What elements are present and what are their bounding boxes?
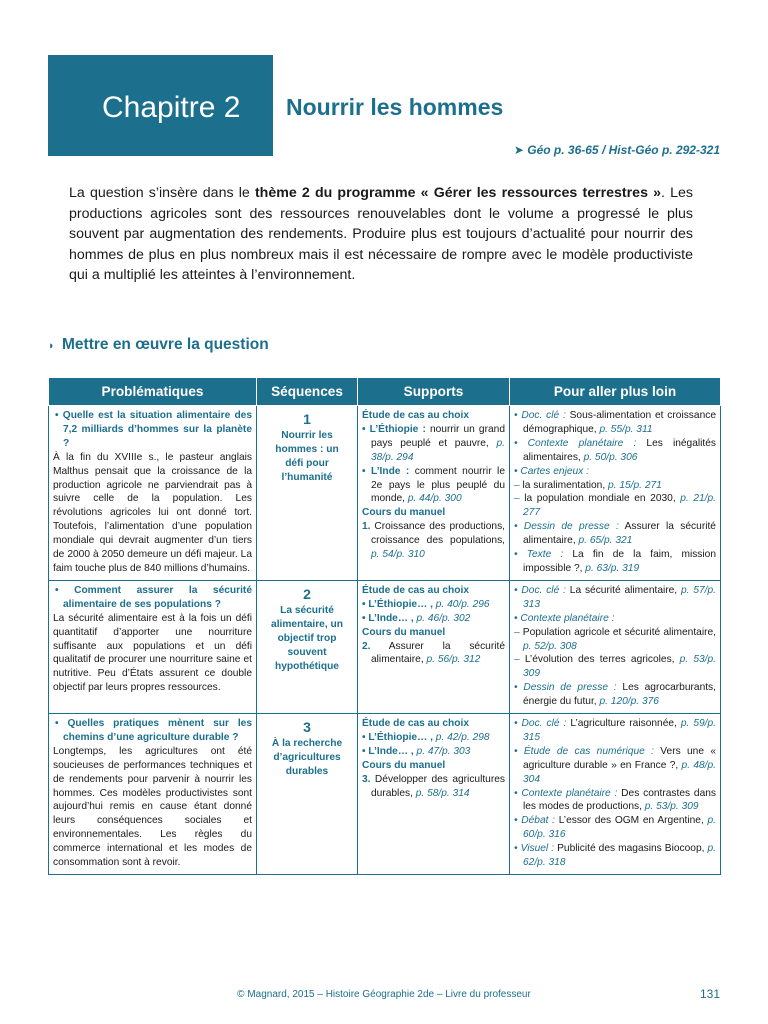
further-item bbox=[514, 548, 716, 576]
sequence-number: 1 bbox=[303, 411, 311, 427]
support-item-lead: 1. bbox=[362, 521, 371, 533]
support-item-lead: • L’Éthiopie… , bbox=[362, 731, 433, 743]
support-item-lead: 2. bbox=[362, 640, 371, 652]
further-item-lead: • Débat : bbox=[514, 815, 555, 827]
table-row bbox=[49, 580, 721, 713]
textbook-page-references: ➤ Géo p. 36-65 / Hist-Géo p. 292-321 bbox=[513, 143, 720, 157]
further-item bbox=[514, 584, 716, 612]
header-supports: Supports bbox=[358, 378, 510, 406]
sequence-number: 2 bbox=[303, 585, 311, 602]
header-problematiques: Problématiques bbox=[49, 378, 257, 406]
question-title: • Quelle est la situation alimentaire des 7,2 milliards d’hommes sur la planète ? bbox=[55, 410, 252, 449]
support-item-lead: • L’Éthiopie : bbox=[362, 423, 426, 435]
support-item-text: Développer des agricultures durables, bbox=[370, 773, 505, 799]
further-item-lead: • Doc. clé : bbox=[514, 718, 567, 730]
intro-program-theme: thème 2 du programme « Gérer les ressources terrestres » bbox=[254, 185, 662, 201]
further-item bbox=[514, 437, 716, 465]
support-item bbox=[362, 465, 505, 507]
further-item-lead: • Doc. clé : bbox=[514, 584, 566, 596]
supports-cell bbox=[358, 580, 510, 713]
support-item-pages: p. 54/p. 310 bbox=[371, 549, 425, 561]
section-bullet-icon: ◗ bbox=[48, 340, 55, 352]
sequence-label: La sécurité alimentaire, un objectif trop souvent hypothétique bbox=[271, 604, 343, 672]
header-sequences: Séquences bbox=[257, 378, 358, 406]
further-item-text: La fin de la faim, mission impossible ?, bbox=[523, 549, 716, 574]
chapter-label: Chapitre 2 bbox=[102, 91, 241, 124]
further-item-lead: • Texte : bbox=[514, 549, 564, 561]
support-item-text: Assurer la sécurité alimentaire, bbox=[370, 640, 505, 666]
further-item bbox=[514, 612, 716, 626]
further-item-lead: • Contexte planétaire : bbox=[514, 437, 637, 449]
support-item bbox=[362, 423, 505, 465]
further-item-pages: p. 53/p. 309 bbox=[523, 654, 716, 680]
sequence-number: 3 bbox=[303, 719, 311, 736]
support-item bbox=[362, 612, 505, 626]
support-item-pages: p. 46/p. 302 bbox=[416, 612, 471, 624]
further-item-pages: p. 52/p. 308 bbox=[523, 640, 577, 652]
support-item-lead: • L’Éthiopie… , bbox=[362, 598, 433, 610]
problematique-text: À la fin du XVIIIe s., le pasteur anglais Malthus pensait que la croissance de la production agricole ne parviendrait pas à suivre celle de la population. Les révolutions agricoles lui ont donné tort. Toutefois, l’alimentation d’une population mondiale qui devrait augmenter d’un tiers de 2000 à 2050 demeure un défi majeur. La faim touche plus de 840 millions d’humains. bbox=[53, 451, 252, 574]
further-item-lead: • Étude de cas numérique : bbox=[514, 745, 654, 757]
further-item-text: Publicité des magasins Biocoop, bbox=[554, 843, 708, 855]
sequence-cell bbox=[257, 714, 358, 875]
supports-subheading: Cours du manuel bbox=[362, 626, 446, 638]
further-item-pages: p. 120/p. 376 bbox=[599, 696, 659, 708]
further-item-pages: p. 63/p. 319 bbox=[585, 562, 640, 574]
section-title: Mettre en œuvre la question bbox=[62, 336, 269, 353]
support-item-lead: 3. bbox=[362, 773, 371, 785]
support-item-text: Croissance des productions, croissance des populations, bbox=[370, 521, 505, 547]
further-item-text: Sous-alimentation et croissance démographique, bbox=[523, 410, 716, 435]
further-item-pages: p. 48/p. 304 bbox=[523, 759, 716, 785]
further-item bbox=[514, 814, 716, 842]
pedagogy-table bbox=[48, 377, 721, 875]
problematique-text: Longtemps, les agricultures ont été soucieuses de performances techniques et de rendements pour parvenir à nourrir les hommes. Ces modèles productivistes sont aujourd’hui remis en cause étant donné leurs conséquences sociales et environnementales. Les règles du commerce international et les modes de consommation sont à revoir. bbox=[53, 745, 252, 869]
support-item-pages: p. 47/p. 303 bbox=[416, 745, 471, 757]
support-item bbox=[362, 745, 505, 759]
further-item-pages: p. 65/p. 321 bbox=[578, 535, 633, 547]
further-item-pages: p. 53/p. 309 bbox=[644, 801, 699, 813]
question-title: • Quelles pratiques mènent sur les chemins d’une agriculture durable ? bbox=[55, 718, 252, 743]
further-item-pages: p. 59/p. 315 bbox=[523, 718, 717, 743]
support-item-lead: • L’Inde… , bbox=[362, 612, 414, 624]
further-item-lead: • Visuel : bbox=[514, 843, 555, 855]
supports-subheading: Étude de cas au choix bbox=[362, 584, 470, 596]
further-item-text: Les inégalités alimentaires, bbox=[523, 437, 716, 463]
further-item-text: L’agriculture raisonnée, bbox=[566, 718, 681, 730]
section-heading bbox=[48, 335, 269, 356]
further-item-text: Assurer la sécurité alimentaire, bbox=[523, 521, 716, 547]
further-item-pages: p. 60/p. 316 bbox=[523, 815, 716, 841]
further-item-text: Vers une « agriculture durable » en France ?, bbox=[523, 745, 716, 771]
further-item-pages: p. 50/p. 306 bbox=[583, 451, 638, 463]
further-item-text: la suralimentation, bbox=[519, 479, 609, 491]
further-item-text: la population mondiale en 2030, bbox=[519, 493, 681, 505]
support-item bbox=[362, 598, 505, 612]
sequence-label: Nourrir les hommes : un défi pour l’humanité bbox=[275, 430, 339, 483]
further-item bbox=[514, 479, 716, 493]
support-item-text: nourrir un grand pays peuplé et pauvre, bbox=[371, 423, 505, 449]
support-item-text: comment nourrir le 2e pays le plus peuplé du monde, bbox=[371, 465, 505, 505]
support-item-pages: p. 40/p. 296 bbox=[435, 598, 490, 610]
support-item-lead: • L’Inde… , bbox=[362, 745, 414, 757]
further-item-lead: • Contexte planétaire : bbox=[514, 787, 618, 799]
intro-text-1: La question s’insère dans le bbox=[69, 185, 255, 201]
further-item-text: Les agrocarburants, énergie du futur, bbox=[523, 682, 716, 708]
support-item-pages: p. 44/p. 300 bbox=[407, 493, 462, 505]
supports-cell bbox=[358, 714, 510, 875]
support-item bbox=[362, 731, 505, 745]
table-row bbox=[49, 714, 721, 875]
further-item-text: Des contrastes dans les modes de productions, bbox=[523, 787, 716, 813]
sequence-label: À la recherche d’agricultures durables bbox=[271, 738, 343, 777]
further-item-lead: • Contexte planétaire : bbox=[514, 612, 615, 624]
support-item bbox=[362, 773, 505, 801]
table-header-row bbox=[49, 378, 721, 406]
further-item bbox=[514, 717, 716, 745]
further-item bbox=[514, 492, 716, 520]
support-item-pages: p. 56/p. 312 bbox=[426, 654, 481, 666]
further-item-lead: – bbox=[514, 654, 520, 666]
support-item-pages: p. 58/p. 314 bbox=[415, 787, 470, 799]
further-item-pages: p. 55/p. 311 bbox=[599, 423, 653, 435]
further-item-lead: • Cartes enjeux : bbox=[514, 465, 589, 477]
support-item bbox=[362, 640, 505, 668]
question-title: • Comment assurer la sécurité alimentaire de ses populations ? bbox=[55, 584, 252, 610]
further-item-pages: p. 57/p. 313 bbox=[523, 584, 716, 610]
supports-cell bbox=[358, 406, 510, 581]
further-item-lead: • Dessin de presse : bbox=[514, 682, 617, 694]
sequence-cell bbox=[257, 580, 358, 713]
supports-subheading: Étude de cas au choix bbox=[362, 410, 470, 421]
further-item bbox=[514, 653, 716, 681]
further-item-lead: – bbox=[514, 479, 520, 491]
further-item-pages: p. 21/p. 277 bbox=[523, 493, 716, 519]
further-item bbox=[514, 626, 716, 654]
further-item-lead: • Dessin de presse : bbox=[514, 521, 619, 533]
header-pour-aller-plus-loin: Pour aller plus loin bbox=[510, 378, 721, 406]
further-item bbox=[514, 745, 716, 787]
further-item-text: La sécurité alimentaire, bbox=[565, 584, 681, 596]
further-item-lead: – bbox=[514, 493, 520, 505]
further-item bbox=[514, 787, 716, 815]
problematique-cell bbox=[49, 580, 257, 713]
further-cell bbox=[510, 714, 721, 875]
further-item-text: Population agricole et sécurité alimentaire, bbox=[519, 626, 716, 638]
sequence-cell bbox=[257, 406, 358, 581]
support-item bbox=[362, 520, 505, 562]
further-cell bbox=[510, 580, 721, 713]
further-item bbox=[514, 520, 716, 548]
intro-paragraph bbox=[69, 183, 693, 286]
supports-subheading: Cours du manuel bbox=[362, 507, 446, 519]
footer-copyright: © Magnard, 2015 – Histoire Géographie 2de – Livre du professeur bbox=[237, 989, 531, 1000]
chapter-title: Nourrir les hommes bbox=[286, 94, 504, 120]
intro-text-2: . Les productions agricoles sont des ressources renouvelables dont le volume a progressé le plus souvent par augmentation des rendements. Produire plus est toujours d’actualité pour nourrir des hommes de plus en plus nombreux mais il est nécessaire de rompre avec le modèle productiviste qui a multiplié les atteintes à l’environnement. bbox=[69, 185, 693, 283]
further-item-text: L’essor des OGM en Argentine, bbox=[555, 815, 708, 827]
further-item bbox=[514, 465, 716, 479]
further-item-lead: – bbox=[514, 626, 520, 638]
page-number: 131 bbox=[699, 987, 720, 1001]
problematique-cell bbox=[49, 406, 257, 581]
further-item-lead: • Doc. clé : bbox=[514, 410, 566, 421]
chapter-banner bbox=[48, 55, 273, 156]
further-item bbox=[514, 842, 716, 870]
support-item-pages: p. 42/p. 298 bbox=[435, 731, 490, 743]
further-item bbox=[514, 409, 716, 437]
further-item bbox=[514, 681, 716, 709]
further-cell bbox=[510, 406, 721, 581]
supports-subheading: Étude de cas au choix bbox=[362, 718, 470, 730]
problematique-text: La sécurité alimentaire est à la fois un défi quantitatif d’apporter une nourriture suffisante aux populations et un défi qualitatif de procurer une nourriture saine et nutritive. Peu d’États assurent ce double objectif par leurs propres ressources. bbox=[53, 612, 252, 694]
supports-subheading: Cours du manuel bbox=[362, 759, 446, 771]
further-item-pages: p. 62/p. 318 bbox=[523, 843, 716, 869]
table-row bbox=[49, 406, 721, 581]
problematique-cell bbox=[49, 714, 257, 875]
further-item-text: L’évolution des terres agricoles, bbox=[519, 654, 680, 666]
further-item-pages: p. 15/p. 271 bbox=[608, 479, 662, 491]
support-item-lead: • L’Inde : bbox=[362, 465, 410, 477]
support-item-pages: p. 38/p. 294 bbox=[371, 437, 505, 463]
